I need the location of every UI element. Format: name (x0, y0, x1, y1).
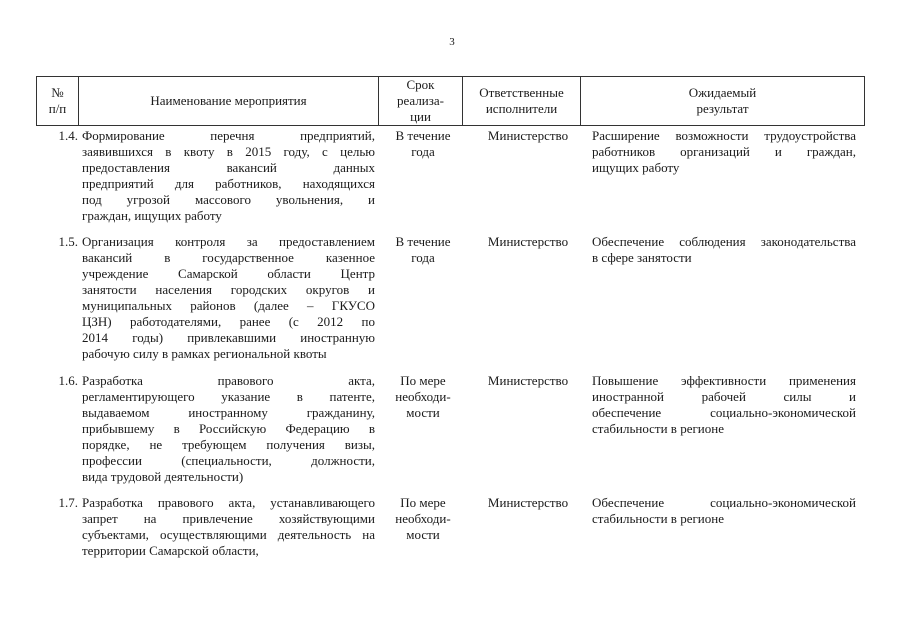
row-executor: Министерство (487, 128, 569, 143)
row-expected-result: Повышение эффективности применения иностранной рабочей силы и обеспечение социально-экономической стабильности в регионе (592, 373, 856, 436)
row-term: По мере необходи- мости (395, 495, 451, 542)
row-term: По мере необходи- мости (395, 373, 451, 420)
row-term: В течение года (395, 128, 451, 159)
row-number: 1.6. (58, 373, 78, 388)
header-term: Срок реализа- ции (379, 77, 463, 126)
header-name: Наименование мероприятия (79, 77, 379, 126)
row-number: 1.4. (58, 128, 78, 143)
row-executor: Министерство (487, 373, 569, 388)
page-number: 3 (449, 36, 456, 48)
header-executor: Ответственные исполнители (463, 77, 581, 126)
row-expected-result: Обеспечение соблюдения законодательства в сфере занятости (592, 234, 856, 265)
row-number: 1.5. (58, 234, 78, 249)
header-result: Ожидаемый результат (581, 77, 865, 126)
row-executor: Министерство (487, 234, 569, 249)
row-term: В течение года (395, 234, 451, 265)
row-number: 1.7. (58, 495, 78, 510)
table-header (36, 76, 865, 126)
header-num: № п/п (37, 77, 79, 126)
row-activity-name: Организация контроля за предоставлением вакансий в государственное казенное учреждение Самарской области Центр занятости населения городских округов и муниципальных районов (далее – ГКУСО ЦЗН) работодателями, ранее (с 2012 по 2014 годы) привлекавшими иностранную рабочую силу в рамках региональной квоты (82, 234, 375, 361)
row-executor: Министерство (487, 495, 569, 510)
row-expected-result: Расширение возможности трудоустройства работников организаций и граждан, ищущих работу (592, 128, 856, 175)
row-activity-name: Формирование перечня предприятий, заявившихся в квоту в 2015 году, с целью предоставления вакансий данных предприятий для работников, находящихся под угрозой массового увольнения, и граждан, ищущих работу (82, 128, 375, 223)
row-expected-result: Обеспечение социально-экономической стабильности в регионе (592, 495, 856, 526)
row-activity-name: Разработка правового акта, регламентирующего указание в патенте, выдаваемом иностранному гражданину, прибывшему в Российскую Федерацию в порядке, не требующем получения визы, профессии (специальности, должности, вида трудовой деятельности) (82, 373, 375, 484)
row-activity-name: Разработка правового акта, устанавливающего запрет на привлечение хозяйствующими субъектами, осуществляющими деятельность на территории Самарской области, (82, 495, 375, 558)
